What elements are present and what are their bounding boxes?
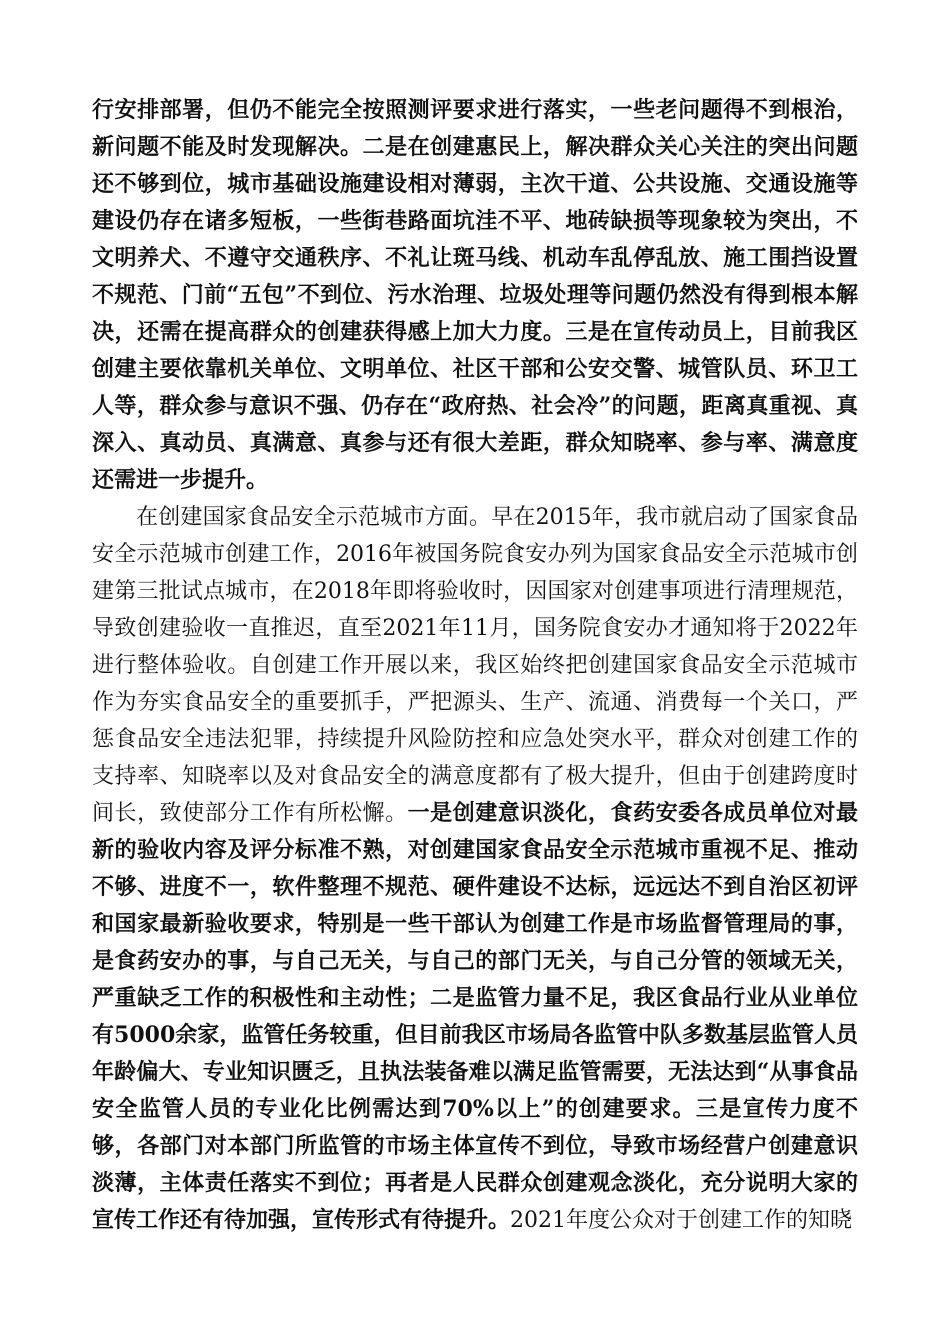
food-safety-problems: 一是创建意识淡化，食药安委各成员单位对最新的验收内容及评分标准不熟，对创建国家食品安全示范城市重视不足、推动不够、进度不一，软件整理不规范、硬件建设不达标，远远达不到自治区初评和国家最新验收要求，特别是一些干部认为创建工作是市场监督管理局的事，是食药安办的事，与自己无关，与自己的部门无关，与自己分管的领域无关，严重缺乏工作的积极性和主动性；二是监管力量不足，我区食品行业从业单位有5000余家，监管任务较重，但目前我区市场局各监管中队多数基层监管人员年龄偏大、专业知识匮乏，且执法装备难以满足监管需要，无法达到“从事食品安全监管人员的专业化比例需达到70%以上”的创建要求。三是宣传力度不够，各部门对本部门所监管的市场主体宣传不到位，导致市场经营户创建意识淡薄，主体责任落实不到位；再者是人民群众创建观念淡化，充分说明大家的宣传工作还有待加强，宣传形式有待提升。 xyxy=(92,800,858,1233)
document-page xyxy=(92,92,858,1239)
food-safety-tail: 2021年度公众对于创建工作的知晓 xyxy=(510,1208,853,1233)
paragraph-food-safety xyxy=(92,499,858,1239)
food-safety-intro: 在创建国家食品安全示范城市方面。早在2015年，我市就启动了国家食品安全示范城市创建工作，2016年被国务院食安办列为国家食品安全示范城市创建第三批试点城市，在2018年即将验收时，因国家对创建事项进行清理规范，导致创建验收一直推迟，直至2021年11月，国务院食安办才通知将于2022年进行整体验收。自创建工作开展以来，我区始终把创建国家食品安全示范城市作为夯实食品安全的重要抓手，严把源头、生产、流通、消费每一个关口，严惩食品安全违法犯罪，持续提升风险防控和应急处突水平，群众对创建工作的支持率、知晓率以及对食品安全的满意度都有了极大提升，但由于创建跨度时间长，致使部分工作有所松懈。 xyxy=(92,505,858,826)
paragraph-creation-issues: 行安排部署，但仍不能完全按照测评要求进行落实，一些老问题得不到根治，新问题不能及时发现解决。二是在创建惠民上，解决群众关心关注的突出问题还不够到位，城市基础设施建设相对薄弱，主次干道、公共设施、交通设施等建设仍存在诸多短板，一些街巷路面坑洼不平、地砖缺损等现象较为突出，不文明养犬、不遵守交通秩序、不礼让斑马线、机动车乱停乱放、施工围挡设置不规范、门前“五包”不到位、污水治理、垃圾处理等问题仍然没有得到根本解决，还需在提高群众的创建获得感上加大力度。三是在宣传动员上，目前我区创建主要依靠机关单位、文明单位、社区干部和公安交警、城管队员、环卫工人等，群众参与意识不强、仍存在“政府热、社会冷”的问题，距离真重视、真深入、真动员、真满意、真参与还有很大差距，群众知晓率、参与率、满意度还需进一步提升。 xyxy=(92,97,858,493)
